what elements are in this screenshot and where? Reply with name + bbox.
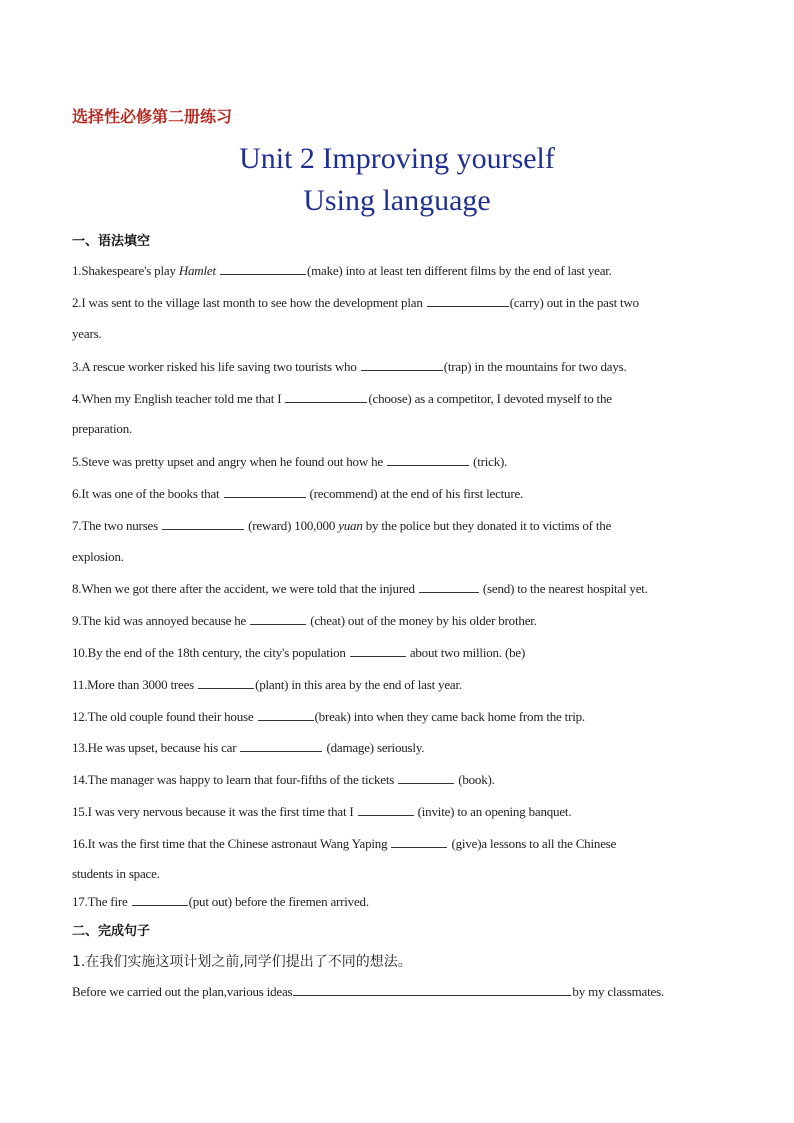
answer-blank[interactable]: [240, 739, 322, 752]
question-9: 9.The kid was annoyed because he (cheat) out of the money by his older brother.: [72, 613, 537, 628]
answer-blank[interactable]: [387, 453, 469, 466]
unit-title: Unit 2 Improving yourself: [239, 142, 555, 175]
answer-blank[interactable]: [224, 485, 306, 498]
question-14: 14.The manager was happy to learn that four-fifths of the tickets (book).: [72, 772, 495, 787]
answer-blank[interactable]: [391, 835, 447, 848]
question-16: 16.It was the first time that the Chinese astronaut Wang Yaping (give)a lessons to all the Chinese: [72, 836, 617, 851]
answer-blank[interactable]: [398, 771, 454, 784]
question-10: 10.By the end of the 18th century, the city's population about two million. (be): [72, 645, 526, 660]
question-17: 17.The fire (put out) before the firemen arrived.: [72, 894, 369, 909]
answer-blank[interactable]: [361, 358, 443, 371]
question-12: 12.The old couple found their house (break) into when they came back home from the trip.: [72, 709, 585, 724]
answer-blank[interactable]: [132, 893, 188, 906]
question-5: 5.Steve was pretty upset and angry when he found out how he (trick).: [72, 454, 508, 469]
question-7-cont: explosion.: [72, 549, 124, 564]
answer-blank[interactable]: [220, 262, 306, 275]
question-11: 11.More than 3000 trees (plant) in this area by the end of last year.: [72, 677, 462, 692]
workbook-label: 选择性必修第二册练习: [72, 107, 233, 126]
answer-blank[interactable]: [293, 983, 571, 996]
answer-blank[interactable]: [258, 708, 314, 721]
question-2-cont: years.: [72, 326, 102, 341]
answer-blank[interactable]: [285, 390, 367, 403]
answer-blank[interactable]: [419, 580, 479, 593]
section2-heading: 二、完成句子: [72, 924, 151, 939]
question-4: 4.When my English teacher told me that I (choose) as a competitor, I devoted myself to the: [72, 391, 612, 406]
question-3: 3.A rescue worker risked his life saving two tourists who (trap) in the mountains for two days.: [72, 359, 627, 374]
sentence-1-chinese: 1.在我们实施这项计划之前,同学们提出了不同的想法。: [72, 954, 412, 970]
question-13: 13.He was upset, because his car (damage) seriously.: [72, 740, 425, 755]
question-4-cont: preparation.: [72, 421, 133, 436]
question-8: 8.When we got there after the accident, we were told that the injured (send) to the nearest hospital yet.: [72, 581, 648, 596]
answer-blank[interactable]: [198, 676, 254, 689]
lesson-title: Using language: [303, 184, 491, 217]
question-1: 1.Shakespeare's play Hamlet (make) into at least ten different films by the end of last year.: [72, 263, 612, 278]
answer-blank[interactable]: [162, 517, 244, 530]
sentence-1-english: Before we carried out the plan,various ideas by my classmates.: [72, 984, 664, 999]
question-2: 2.I was sent to the village last month to see how the development plan (carry) out in the past two: [72, 295, 639, 310]
question-6: 6.It was one of the books that (recommend) at the end of his first lecture.: [72, 486, 524, 501]
question-7: 7.The two nurses (reward) 100,000 yuan by the police but they donated it to victims of the: [72, 518, 612, 533]
question-16-cont: students in space.: [72, 866, 160, 881]
question-15: 15.I was very nervous because it was the first time that I (invite) to an opening banquet.: [72, 804, 572, 819]
answer-blank[interactable]: [250, 612, 306, 625]
answer-blank[interactable]: [427, 294, 509, 307]
section1-heading: 一、语法填空: [72, 234, 151, 249]
answer-blank[interactable]: [358, 803, 414, 816]
answer-blank[interactable]: [350, 644, 406, 657]
